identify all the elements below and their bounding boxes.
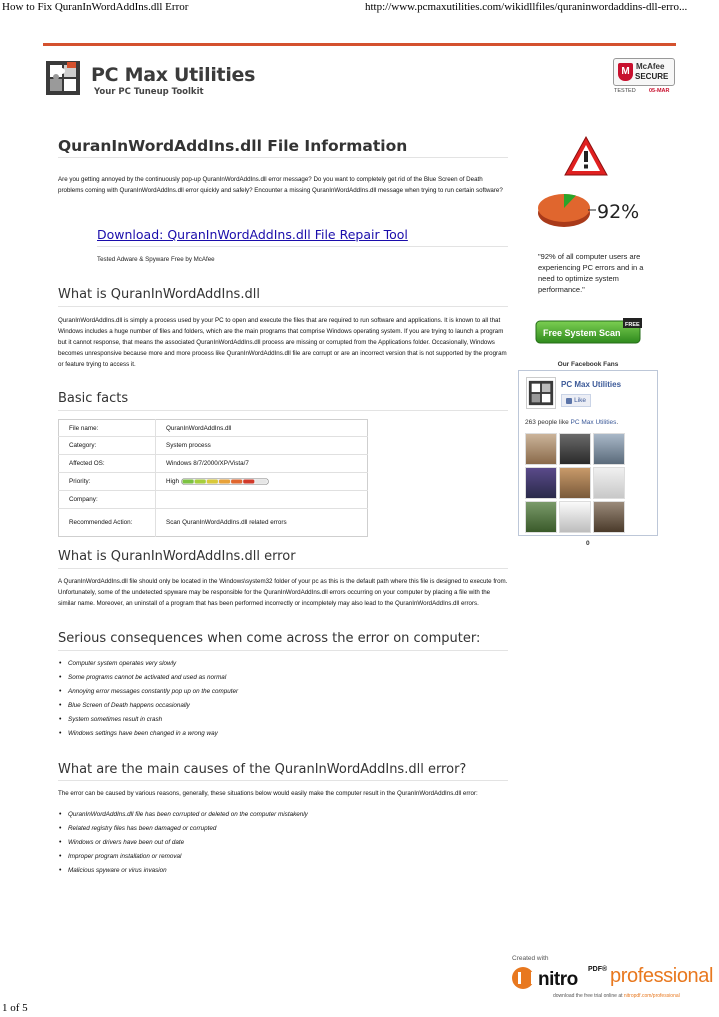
fan-avatar[interactable] (593, 501, 625, 533)
list-item: • Computer system operates very slowly (58, 657, 508, 671)
list-item: • Annoying error messages constantly pop up on the computer (58, 685, 508, 699)
title-divider (58, 157, 508, 158)
what-is-paragraph: QuranInWordAddIns.dll is simply a process used by your PC to open and execute the files that are required to run software and applications. It is known to all that Windows includes a huge number of files and folders, which are the main programs that comprise Windows operating system. If you are trying to launch a program but it cannot response, that means the associated QuranInWordAddIns.dll process are missing or corrupted from the Applications folder. Occasionally, Windows becomes unresponsive because more and more process like QuranInWordAddIns.dll file are corrupt or are an incorrect version that is not supported by the program or feature trying to access it. (58, 317, 507, 368)
fan-avatar[interactable] (559, 467, 591, 499)
priority-segment (255, 479, 266, 483)
fact-row-affected-os (59, 455, 368, 473)
download-repair-tool-link[interactable]: Download: QuranInWordAddIns.dll File Repair Tool (97, 227, 408, 242)
nitro-created-with: Created with (512, 955, 549, 962)
error-divider (58, 568, 508, 569)
list-item: • Blue Screen of Death happens occasionally (58, 699, 508, 713)
nitro-wordmark: nitro (538, 969, 578, 990)
facebook-like-box (518, 370, 658, 536)
causes-heading: What are the main causes of the QuranInWordAddIns.dll error? (58, 762, 467, 777)
fact-key: Company: (59, 491, 156, 509)
fact-key: File name: (59, 420, 156, 437)
fan-avatar[interactable] (593, 467, 625, 499)
nitro-pdf-label: PDF (588, 966, 602, 973)
facebook-page-name[interactable]: PC Max Utilities (561, 380, 622, 389)
fact-key: Affected OS: (59, 455, 156, 473)
causes-list (58, 808, 508, 878)
consequences-list (58, 657, 508, 741)
brand-name: PC Max Utilities (91, 64, 256, 86)
mcafee-badge-frame (613, 58, 675, 86)
list-item: • Malicious spyware or virus invasion (58, 864, 508, 878)
print-page-number: 1 of 5 (2, 1002, 28, 1014)
fact-key: Category: (59, 437, 156, 455)
what-is-divider (58, 306, 508, 307)
facebook-like-button[interactable]: Like (561, 394, 591, 407)
site-logo[interactable] (45, 60, 256, 100)
nitro-footer-link[interactable]: nitropdf.com/professional (623, 993, 680, 999)
priority-segment (231, 479, 242, 483)
error-percentage-pie-icon (536, 186, 596, 230)
page-title: QuranInWordAddIns.dll File Information (58, 137, 408, 155)
error-percentage: 92% (597, 201, 640, 223)
print-header (0, 0, 719, 14)
priority-segment (219, 479, 230, 483)
fact-value (156, 491, 368, 509)
print-page-url: http://www.pcmaxutilities.com/wikidllfiles/quraninwordaddins-dll-erro... (365, 1, 688, 13)
fact-row-company (59, 491, 368, 509)
list-item: • Windows or drivers have been out of date (58, 836, 508, 850)
priority-text: High (166, 478, 179, 486)
facebook-fan-count (525, 419, 618, 426)
nitro-pdf-watermark (510, 955, 716, 1003)
percentage-quote: "92% of all computer users are experiencing PC errors and in a need to optimize system performance." (538, 252, 644, 294)
error-heading: What is QuranInWordAddIns.dll error (58, 549, 296, 564)
fan-avatar[interactable] (525, 501, 557, 533)
fact-value: Windows 8/7/2000/XP/Vista/7 (156, 455, 368, 473)
consequences-divider (58, 650, 508, 651)
fact-value: Scan QuranInWordAddIns.dll related errors (156, 509, 368, 537)
mcafee-date: 05-MAR (649, 88, 670, 94)
fan-count-period: . (616, 419, 619, 426)
nitro-footer (553, 993, 680, 999)
list-item: • Some programs cannot be activated and used as normal (58, 671, 508, 685)
list-item: • Windows settings have been changed in a wrong way (58, 727, 508, 741)
intro-paragraph: Are you getting annoyed by the continuously pop-up QuranInWordAddIns.dll error message? Do you want to completely get rid of the Blue Screen of Death problems coming with QuranInWordAddIns.dll error quickly and safely? Encounter a missing QuranInWordAddIns.dll message when trying to run certain software? (58, 176, 503, 194)
nitro-registered-mark: ® (602, 966, 608, 973)
fan-count-page-link[interactable]: PC Max Utilities (570, 419, 617, 426)
list-item: • QuranInWordAddIns.dll file has been corrupted or deleted on the computer mistakenly (58, 808, 508, 822)
puzzle-logo-icon (45, 60, 81, 96)
fact-priority-cell (156, 473, 368, 491)
print-page-title: How to Fix QuranInWordAddIns.dll Error (2, 1, 189, 13)
fact-row-recommended-action (59, 509, 368, 537)
download-divider (97, 246, 508, 247)
fact-value: System process (156, 437, 368, 455)
scan-badge: FREE (625, 322, 640, 328)
fan-avatar[interactable] (559, 501, 591, 533)
nitro-footer-text: download the free trial online at (553, 993, 624, 999)
priority-segment (243, 479, 254, 483)
header-accent-rule (43, 43, 676, 46)
scan-button-label: Free System Scan (543, 328, 621, 338)
fact-value: QuranInWordAddIns.dll (166, 424, 232, 432)
mcafee-shield-icon: M (618, 63, 633, 81)
fan-count-text: 263 people like (525, 419, 571, 426)
facebook-extra-count: 0 (586, 540, 590, 547)
fan-avatar[interactable] (525, 433, 557, 465)
mcafee-secure-badge[interactable] (613, 58, 675, 94)
fact-key: Recommended Action: (59, 509, 156, 537)
priority-meter-segments (182, 479, 266, 483)
list-item: • Improper program installation or removal (58, 850, 508, 864)
priority-segment (182, 479, 193, 483)
facebook-fans-title: Our Facebook Fans (557, 361, 619, 368)
mcafee-line1: McAfee (636, 62, 665, 71)
mcafee-tested-label: TESTED (614, 88, 636, 94)
priority-meter (181, 478, 269, 485)
error-paragraph: A QuranInWordAddIns.dll file should only be located in the Windows\system32 folder of your pc as this is the default path where this file is designed to execute from. Unfortunately, some of the undetected spyware may be responsible for the QuranInWordAddIns.dll errors occurring on your computer by placing a file with the similar name. Moreover, an uninstall of a program that has been performed incorrectly or incompletely may also lead to the QuranInWordAddIns.dll errors. (58, 578, 508, 607)
consequences-heading: Serious consequences when come across the error on computer: (58, 631, 481, 646)
basic-facts-divider (58, 410, 508, 411)
fact-row-file-name (59, 420, 368, 437)
priority-segment (194, 479, 205, 483)
download-note: Tested Adware & Spyware Free by McAfee (97, 256, 215, 263)
fan-avatar[interactable] (593, 433, 625, 465)
list-item: • Related registry files has been damaged or corrupted (58, 822, 508, 836)
nitro-logo-icon (512, 967, 534, 989)
brand-tagline: Your PC Tuneup Toolkit (94, 87, 204, 97)
facebook-page-avatar[interactable] (526, 377, 556, 409)
causes-intro: The error can be caused by various reasons, generally, these situations below would easily make the computer result in the QuranInWordAddIns.dll error: (58, 790, 478, 797)
fact-row-priority (59, 473, 368, 491)
fact-row-category (59, 437, 368, 455)
list-item: • System sometimes result in crash (58, 713, 508, 727)
basic-facts-heading: Basic facts (58, 391, 129, 406)
fan-avatar[interactable] (559, 433, 591, 465)
mcafee-line2: SECURE (635, 72, 669, 81)
fan-avatar[interactable] (525, 467, 557, 499)
free-system-scan-button[interactable] (535, 318, 643, 345)
causes-divider (58, 780, 508, 781)
basic-facts-table (58, 419, 368, 537)
nitro-professional: professional (610, 965, 714, 987)
warning-icon (563, 135, 609, 177)
nitro-pdf-mark (588, 966, 607, 973)
priority-segment (206, 479, 217, 483)
what-is-heading: What is QuranInWordAddIns.dll (58, 287, 260, 302)
fact-key: Priority: (59, 473, 156, 491)
